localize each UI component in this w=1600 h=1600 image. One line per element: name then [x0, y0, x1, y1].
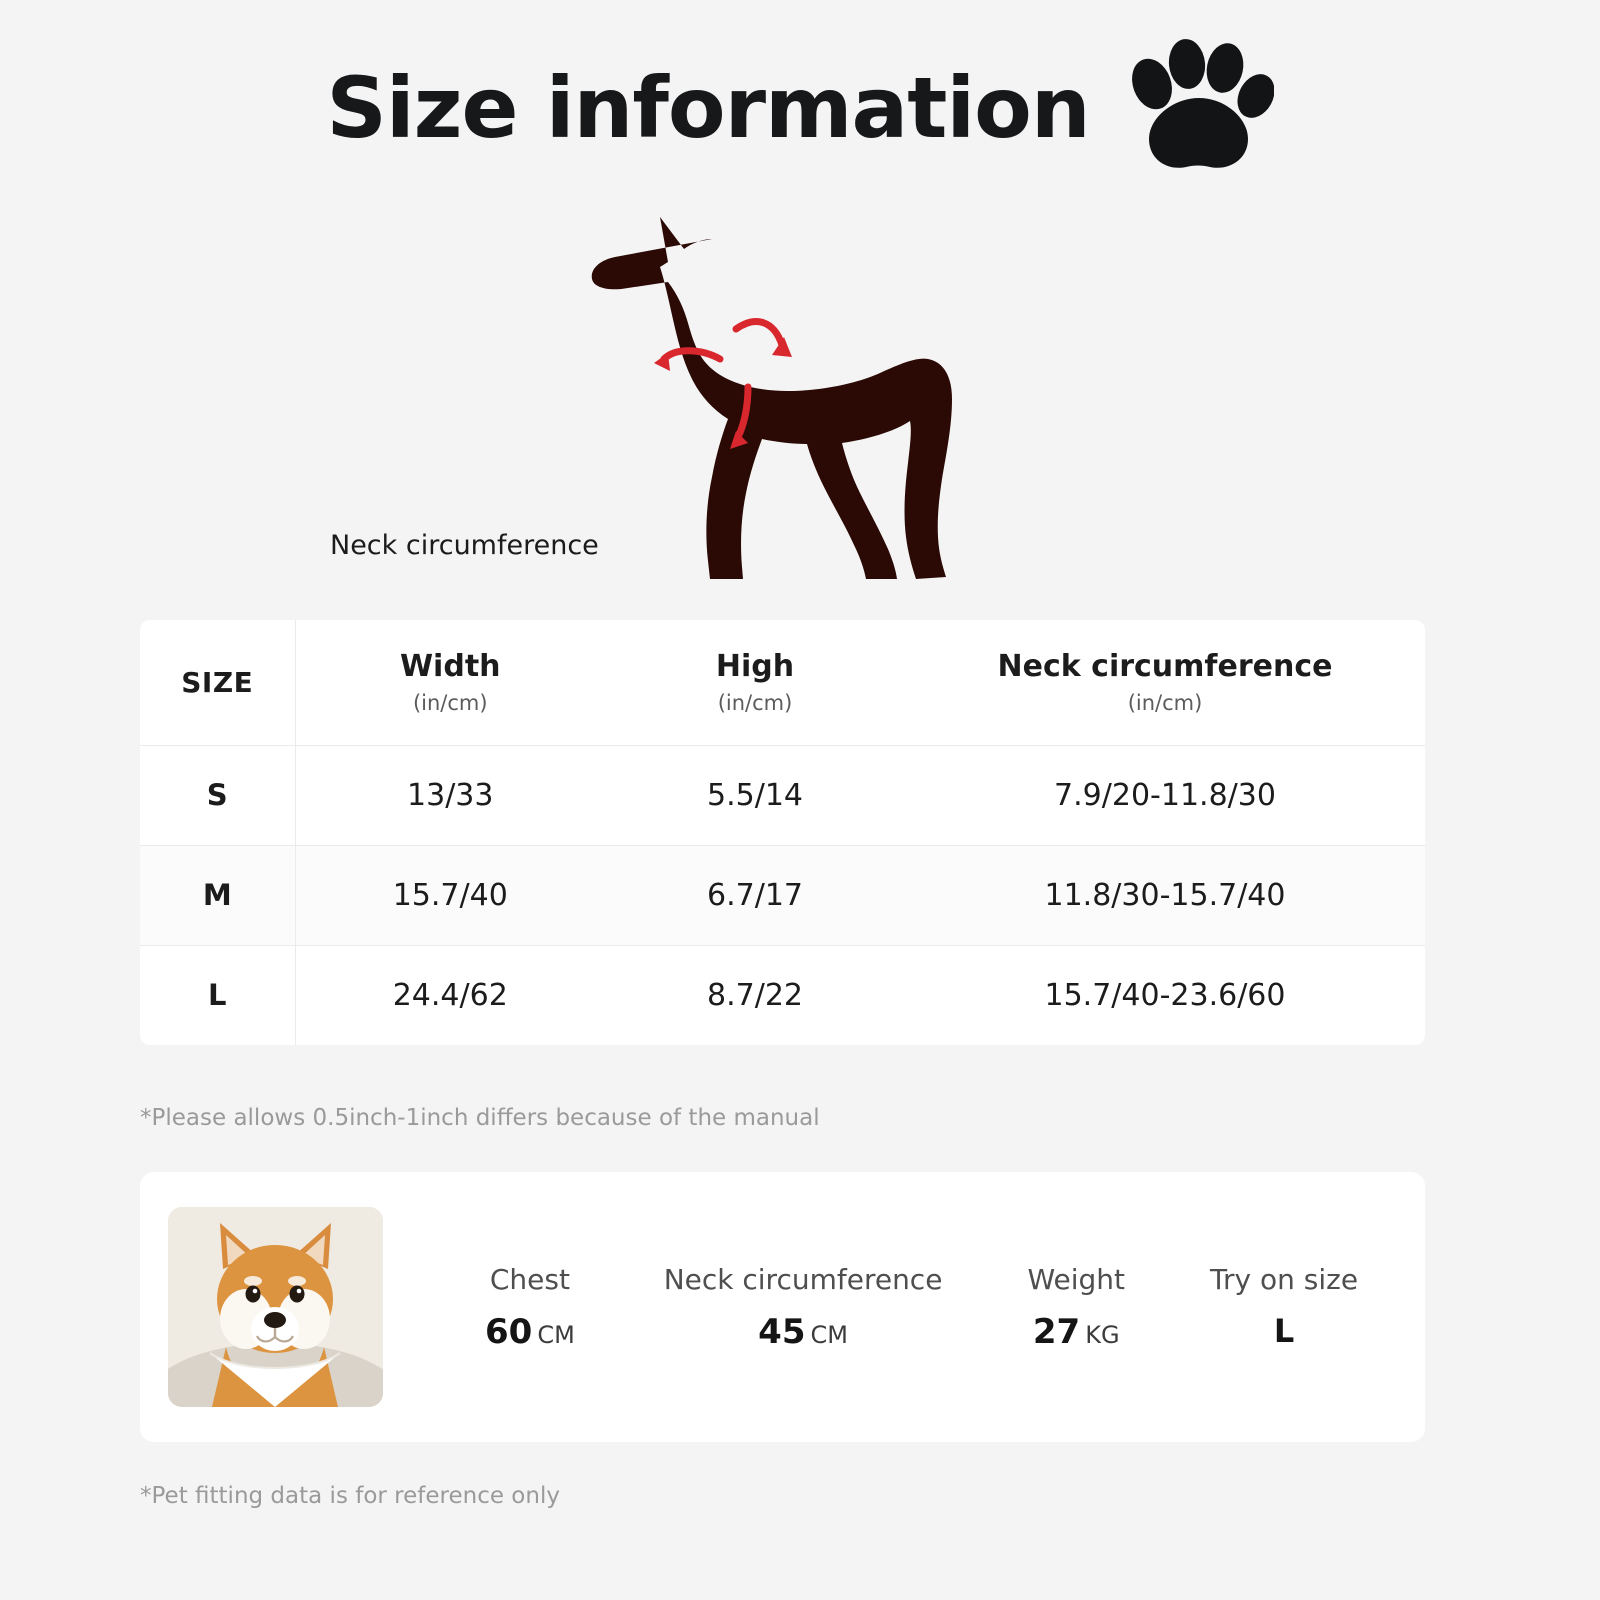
- stat-neck-value: 45 CM: [758, 1311, 848, 1352]
- cell-width: 15.7/40: [295, 845, 605, 945]
- stat-try-on-size: Try on size L: [1210, 1262, 1359, 1350]
- cell-high: 8.7/22: [605, 945, 905, 1045]
- paw-print-icon: [1124, 38, 1274, 178]
- header-width: Width (in/cm): [399, 649, 501, 715]
- cell-high: 5.5/14: [605, 745, 905, 845]
- cell-width: 24.4/62: [295, 945, 605, 1045]
- table-row: [140, 845, 1425, 945]
- neck-circumference-label: Neck circumference: [330, 530, 599, 561]
- cell-size: M: [140, 845, 295, 945]
- pet-fitting-card: [140, 1172, 1425, 1442]
- cell-size: S: [140, 745, 295, 845]
- cell-high: 6.7/17: [605, 845, 905, 945]
- cell-neck: 15.7/40-23.6/60: [905, 945, 1425, 1045]
- header-neck-circumference: Neck circumference (in/cm): [997, 649, 1333, 715]
- shiba-inu-with-bandana-photo: [168, 1207, 383, 1407]
- cell-neck: 7.9/20-11.8/30: [905, 745, 1425, 845]
- header-size: SIZE: [140, 620, 295, 745]
- measurement-diagram: [0, 182, 1600, 652]
- stat-chest: Chest 60 CM: [470, 1263, 590, 1352]
- cell-neck: 11.8/30-15.7/40: [905, 845, 1425, 945]
- table-row: [140, 745, 1425, 845]
- stat-weight-value: 27 KG: [1032, 1311, 1120, 1352]
- manual-tolerance-note: *Please allows 0.5inch-1inch differs because of the manual: [140, 1105, 820, 1131]
- fitting-reference-note: *Pet fitting data is for reference only: [140, 1483, 560, 1509]
- table-row: [140, 945, 1425, 1045]
- header-high: High (in/cm): [715, 649, 795, 715]
- stat-neck-circumference: Neck circumference 45 CM: [663, 1262, 943, 1352]
- stat-chest-value: 60 CM: [484, 1311, 575, 1352]
- stat-weight: Weight 27 KG: [1016, 1263, 1136, 1352]
- size-table: [140, 620, 1425, 1045]
- stat-try-on-size-value: L: [1273, 1311, 1295, 1350]
- cell-size: L: [140, 945, 295, 1045]
- size-table-container: [140, 620, 1425, 1045]
- page-title: Size information: [326, 59, 1090, 157]
- cell-width: 13/33: [295, 745, 605, 845]
- fitting-stats: [383, 1263, 1425, 1352]
- table-header-row: [140, 620, 1425, 745]
- page-header: [0, 0, 1600, 178]
- dog-silhouette-icon: [560, 187, 1020, 611]
